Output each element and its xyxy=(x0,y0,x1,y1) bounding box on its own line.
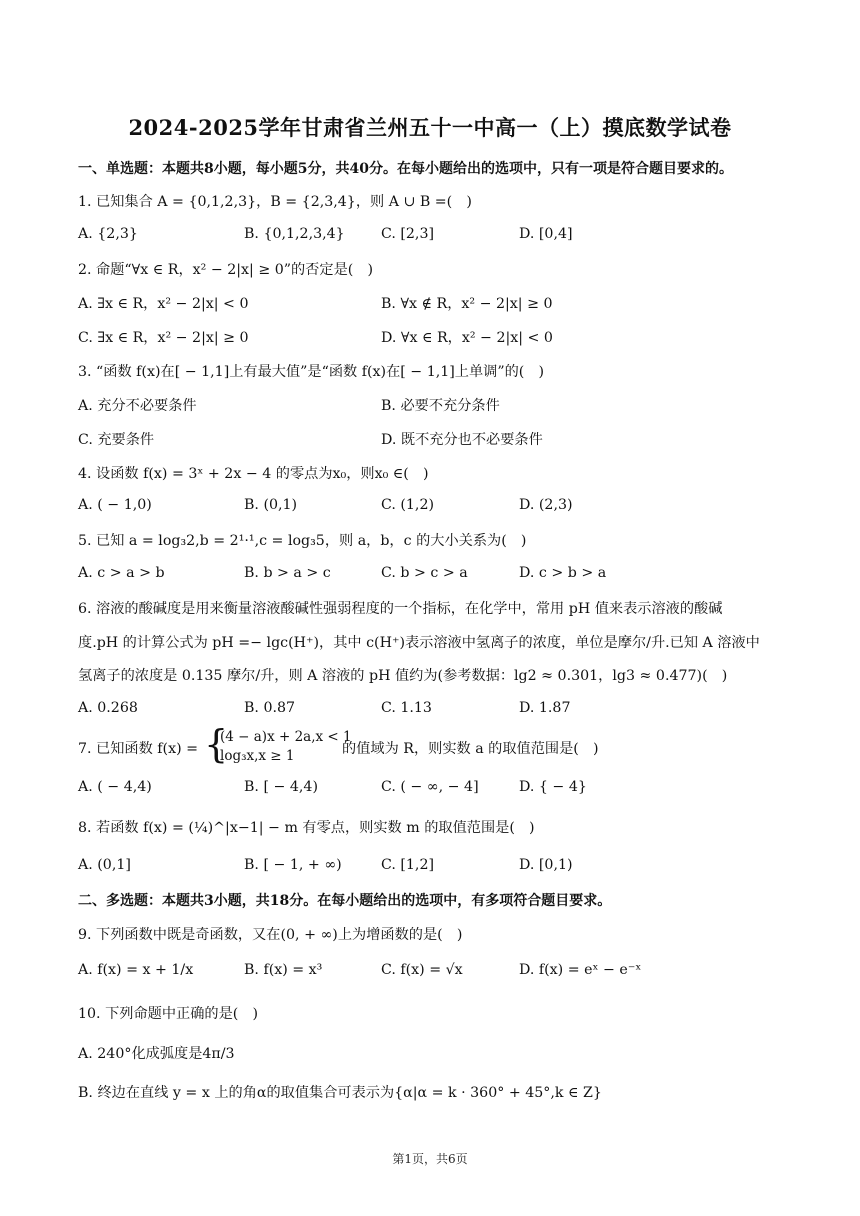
question-6-stem-line-2: 度.pH 的计算公式为 pH =− lgc(H⁺)，其中 c(H⁺)表示溶液中氢离子的浓度，单位是摩尔/升.已知 A 溶液中 xyxy=(78,635,760,651)
q3-option-d: D. 既不充分也不必要条件 xyxy=(381,432,543,448)
section-heading-multi-choice: 二、多选题：本题共3小题，共18分。在每小题给出的选项中，有多项符合题目要求。 xyxy=(78,893,612,909)
q7-option-d: D. { − 4} xyxy=(519,779,587,795)
question-8-stem: 8. 若函数 f(x) = (¼)^|x−1| − m 有零点，则实数 m 的取值范围是( ) xyxy=(78,820,535,836)
piecewise-brace: { xyxy=(204,722,229,766)
q3-option-b: B. 必要不充分条件 xyxy=(381,398,500,414)
q6-option-b: B. 0.87 xyxy=(244,700,296,716)
q2-option-d: D. ∀x ∈ R，x² − 2|x| < 0 xyxy=(381,330,553,346)
section-heading-single-choice: 一、单选题：本题共8小题，每小题5分，共40分。在每小题给出的选项中，只有一项是符合题目要求的。 xyxy=(78,161,733,177)
question-10-stem: 10. 下列命题中正确的是( ) xyxy=(78,1006,259,1022)
q6-option-c: C. 1.13 xyxy=(381,700,432,716)
q5-option-d: D. c > b > a xyxy=(519,565,607,581)
q9-option-a: A. f(x) = x + 1/x xyxy=(78,962,194,978)
q4-option-a: A. ( − 1,0) xyxy=(78,497,152,513)
question-4-stem: 4. 设函数 f(x) = 3ˣ + 2x − 4 的零点为x₀，则x₀ ∈( ) xyxy=(78,466,429,482)
q7-option-a: A. ( − 4,4) xyxy=(78,779,152,795)
q3-option-c: C. 充要条件 xyxy=(78,432,155,448)
q5-option-c: C. b > c > a xyxy=(381,565,468,581)
q6-option-d: D. 1.87 xyxy=(519,700,571,716)
question-9-stem: 9. 下列函数中既是奇函数，又在(0, + ∞)上为增函数的是( ) xyxy=(78,927,463,943)
q10-option-a: A. 240°化成弧度是4π/3 xyxy=(78,1046,235,1062)
question-6-stem-line-1: 6. 溶液的酸碱度是用来衡量溶液酸碱性强弱程度的一个指标，在化学中，常用 pH 值来表示溶液的酸碱 xyxy=(78,601,723,617)
question-7-stem-suffix: 的值域为 R，则实数 a 的取值范围是( ) xyxy=(342,741,599,757)
page-footer: 第1页，共6页 xyxy=(392,1152,468,1166)
q1-option-b: B. {0,1,2,3,4} xyxy=(244,226,345,242)
q1-option-a: A. {2,3} xyxy=(78,226,138,242)
q5-option-b: B. b > a > c xyxy=(244,565,331,581)
q2-option-c: C. ∃x ∈ R，x² − 2|x| ≥ 0 xyxy=(78,330,249,346)
q7-option-b: B. [ − 4,4) xyxy=(244,779,318,795)
question-7-piece-2: log₃x,x ≥ 1 xyxy=(220,748,295,764)
q9-option-d: D. f(x) = eˣ − e⁻ˣ xyxy=(519,962,642,978)
q8-option-c: C. [1,2] xyxy=(381,857,435,873)
q7-option-c: C. ( − ∞, − 4] xyxy=(381,779,479,795)
q1-option-c: C. [2,3] xyxy=(381,226,435,242)
q2-option-b: B. ∀x ∉ R，x² − 2|x| ≥ 0 xyxy=(381,296,553,312)
q10-option-b: B. 终边在直线 y = x 上的角α的取值集合可表示为{α|α = k · 360° + 45°,k ∈ Z} xyxy=(78,1085,602,1101)
q4-option-d: D. (2,3) xyxy=(519,497,573,513)
question-7-stem-prefix: 7. 已知函数 f(x) = xyxy=(78,741,199,757)
q9-option-b: B. f(x) = x³ xyxy=(244,962,323,978)
q2-option-a: A. ∃x ∈ R，x² − 2|x| < 0 xyxy=(78,296,249,312)
q8-option-a: A. (0,1] xyxy=(78,857,131,873)
question-1-stem: 1. 已知集合 A = {0,1,2,3}，B = {2,3,4}，则 A ∪ B =( ) xyxy=(78,194,472,210)
q6-option-a: A. 0.268 xyxy=(78,700,138,716)
q3-option-a: A. 充分不必要条件 xyxy=(78,398,197,414)
question-7-piece-1: (4 − a)x + 2a,x < 1 xyxy=(220,729,352,745)
q4-option-b: B. (0,1) xyxy=(244,497,298,513)
q8-option-b: B. [ − 1, + ∞) xyxy=(244,857,342,873)
question-6-stem-line-3: 氢离子的浓度是 0.135 摩尔/升，则 A 溶液的 pH 值约为(参考数据：lg2 ≈ 0.301，lg3 ≈ 0.477)( ) xyxy=(78,668,728,684)
q1-option-d: D. [0,4] xyxy=(519,226,573,242)
page-title: 2024-2025学年甘肃省兰州五十一中高一（上）摸底数学试卷 xyxy=(128,115,732,140)
q5-option-a: A. c > a > b xyxy=(78,565,165,581)
question-5-stem: 5. 已知 a = log₃2,b = 2¹·¹,c = log₃5，则 a，b，c 的大小关系为( ) xyxy=(78,533,527,549)
q9-option-c: C. f(x) = √x xyxy=(381,962,463,978)
q8-option-d: D. [0,1) xyxy=(519,857,573,873)
q4-option-c: C. (1,2) xyxy=(381,497,435,513)
question-2-stem: 2. 命题“∀x ∈ R，x² − 2|x| ≥ 0”的否定是( ) xyxy=(78,262,374,278)
question-3-stem: 3. “函数 f(x)在[ − 1,1]上有最大值”是“函数 f(x)在[ − 1,1]上单调”的( ) xyxy=(78,364,545,380)
